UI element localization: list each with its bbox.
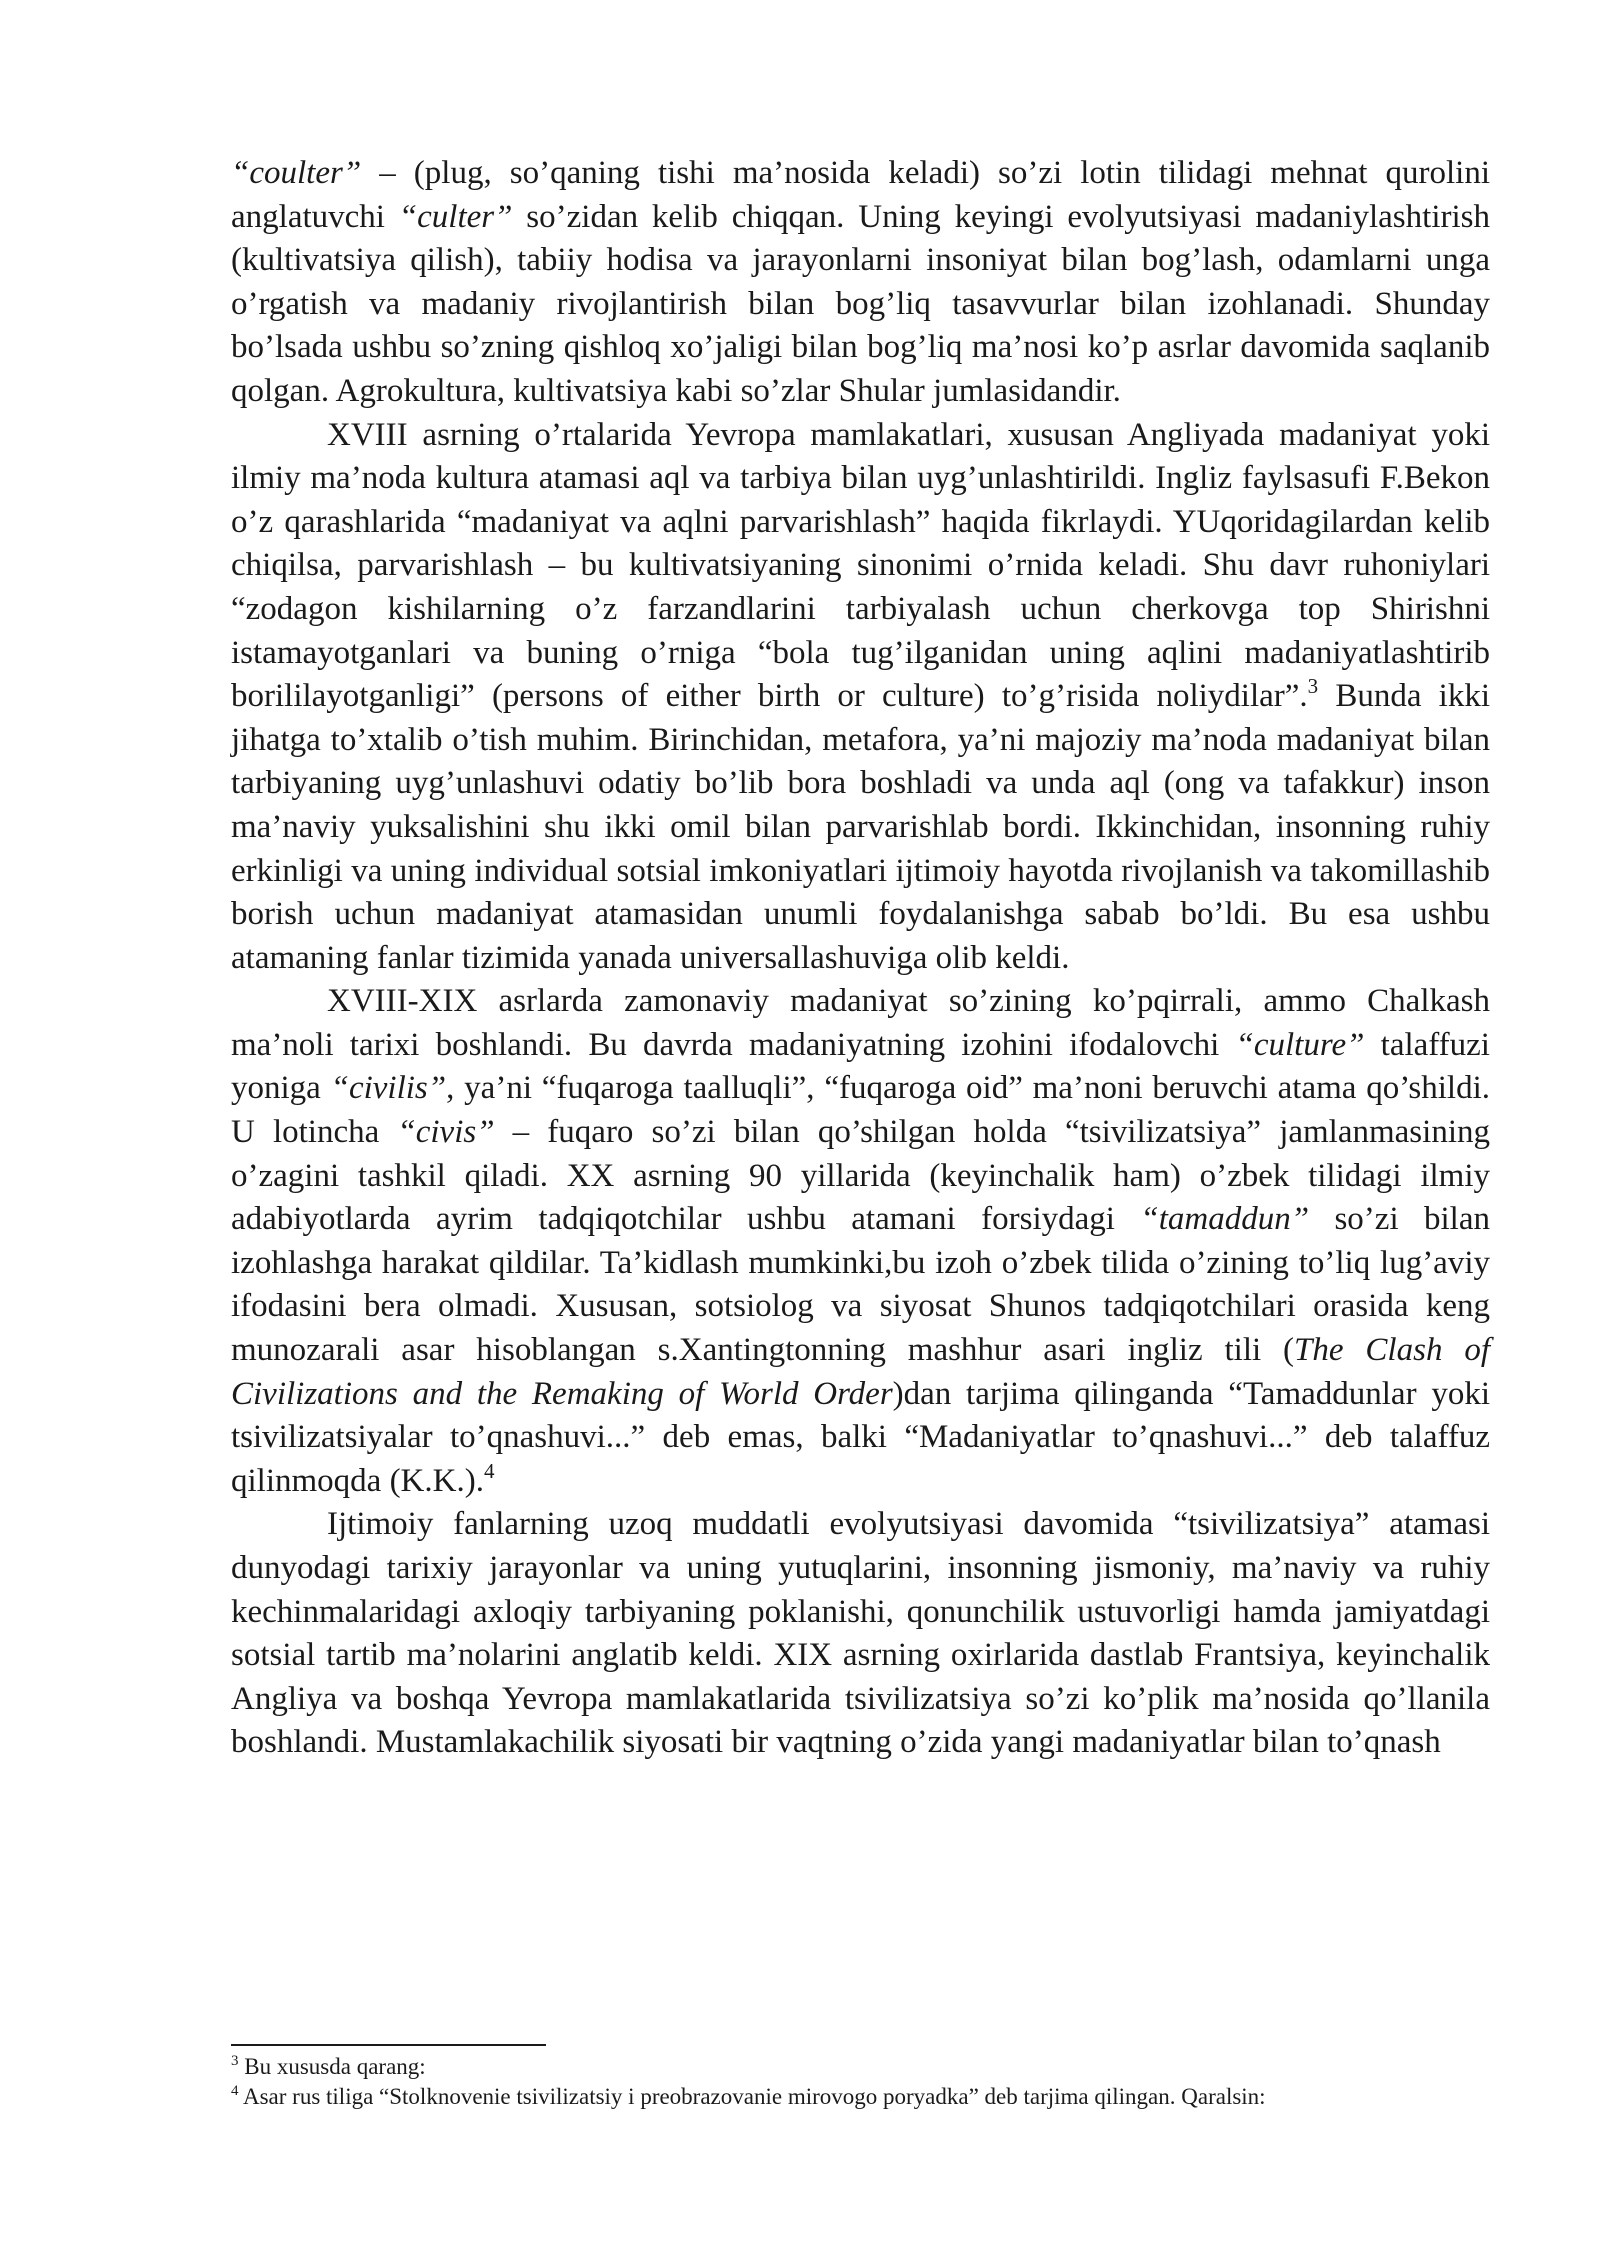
term-civis: “civis” [397, 1114, 495, 1151]
term-tamaddun: “tamaddun” [1140, 1201, 1310, 1238]
footnote-4: $^4$ Asar rus tiliga “Stolknovenie tsivilizatsiy i preobrazovanie mirovogo poryadka” deb tarjima qilingan. Qaralsin: [231, 2083, 1266, 2109]
main-text [231, 152, 1490, 1765]
paragraph-4: Ijtimoiy fanlarning uzoq muddatli evolyutsiyasi davomida “tsivilizatsiya” atamasi dunyodagi tarixiy jarayonlar va uning yutuqlarini, insonning jismoniy, ma’naviy va ruhiy kechinmalaridagi axloqiy tarbiyaning poklanishi, qonunchilik ustuvorligi hamda jamiyatdagi sotsial tartib ma’nolarini anglatib keldi. XIX asrning oxirlarida dastlab Frantsiya, keyinchalik Angliya va boshqa Yevropa mamlakatlarida tsivilizatsiya so’zi ko’plik ma’nosida qo’llanila boshlandi. Mustamlakachilik siyosati bir vaqtning o’zida yangi madaniyatlar bilan to’qnash [231, 1506, 1490, 1761]
footnote-ref-3: 3 [1307, 674, 1319, 699]
term-coulter: “coulter” [231, 155, 362, 191]
term-culter: “culter” [398, 198, 513, 235]
term-culture: “culture” [1235, 1026, 1365, 1063]
paragraph-1: “coulter” – (plug, so’qaning tishi ma’nosida keladi) so’zi lotin tilidagi mehnat qurolini anglatuvchi “culter” so’zidan kelib chiqqan. Uning keyingi evolyutsiyasi madaniylashtirish (kultivatsiya qilish), tabiiy hodisa va jarayonlarni insoniyat bilan bog’lash, odamlarni unga o’rgatish va madaniy rivojlantirish bilan bog’liq tasavvurlar bilan izohlanadi. Shunday bo’lsada ushbu so’zning qishloq xo’jaligi bilan bog’liq ma’nosi ko’p asrlar davomida saqlanib qolgan. Agrokultura, kultivatsiya kabi so’zlar Shular jumlasidandir. [231, 155, 1490, 409]
paragraph-3: XVIII-XIX asrlarda zamonaviy madaniyat so’zining ko’pqirrali, ammo Chalkash ma’noli tarixi boshlandi. Bu davrda madaniyatning izohini ifodalovchi “culture” talaffuzi yoniga “civilis”, ya’ni “fuqaroga taalluqli”, “fuqaroga oid” ma’noni beruvchi atama qo’shildi. U lotincha “civis” – fuqaro so’zi bilan qo’shilgan holda “tsivilizatsiya” jamlanmasining o’zagini tashkil qiladi. XX asrning 90 yillarida (keyinchalik ham) o’zbek tilidagi ilmiy adabiyotlarda ayrim tadqiqotchilar ushbu atamani forsiydagi “tamaddun” so’zi bilan izohlashga harakat qildilar. Ta’kidlash mumkinki,bu izoh o’zbek tilida o’zining to’liq lug’aviy ifodasini bera olmadi. Xususan, sotsiolog va siyosat Shunos tadqiqotchilari orasida keng munozarali asar hisoblangan s.Xantingtonning mashhur asari ingliz tili (The Clash of Civilizations and the Remaking of World Order)dan tarjima qilinganda “Tamaddunlar yoki tsivilizatsiyalar to’qnashuvi...” deb emas, balki “Madaniyatlar to’qnashuvi...” deb talaffuz qilinmoqda (K.K.).$^4$ [231, 983, 1490, 1499]
footnotes [231, 2052, 1490, 2112]
term-civilis: “civilis” [330, 1070, 447, 1107]
footnote-3: $^3$ Bu xususda qarang: [231, 2053, 426, 2079]
footnote-separator [231, 2044, 546, 2046]
book-title: The Clash of Civilizations and the Remaking of World Order [231, 1332, 1490, 1412]
paragraph-2: XVIII asrning o’rtalarida Yevropa mamlakatlari, xususan Angliyada madaniyat yoki ilmiy ma’noda kultura atamasi aql va tarbiya bilan uyg’unlashtirildi. Ingliz faylsasufi F.Bekon o’z qarashlarida “madaniyat va aqlni parvarishlash” haqida fikrlaydi. YUqoridagilardan kelib chiqilsa, parvarishlash – bu kultivatsiyaning sinonimi o’rnida keladi. Shu davr ruhoniylari “zodagon kishilarning o’z farzandlarini tarbiyalash uchun cherkovga top Shirishni istamayotganlari va buning o’rniga “bola tug’ilganidan uning aqlini madaniyatlashtirib borililayotganligi” (persons of either birth or culture) to’g’risida noliydilar”.$^3$ Bunda ikki jihatga to’xtalib o’tish muhim. Birinchidan, metafora, ya’ni majoziy ma’noda madaniyat bilan tarbiyaning uyg’unlashuvi odatiy bo’lib bora boshladi va unda aql (ong va tafakkur) inson ma’naviy yuksalishini shu ikki omil bilan parvarishlab bordi. Ikkinchidan, insonning ruhiy erkinligi va uning individual sotsial imkoniyatlari ijtimoiy hayotda rivojlanish va takomillashib borish uchun madaniyat atamasidan unumli foydalanishga sabab bo’ldi. Bu esa ushbu atamaning fanlar tizimida yanada universallashuviga olib keldi. [231, 416, 1490, 976]
footnote-ref-4: 4 [483, 1458, 495, 1483]
